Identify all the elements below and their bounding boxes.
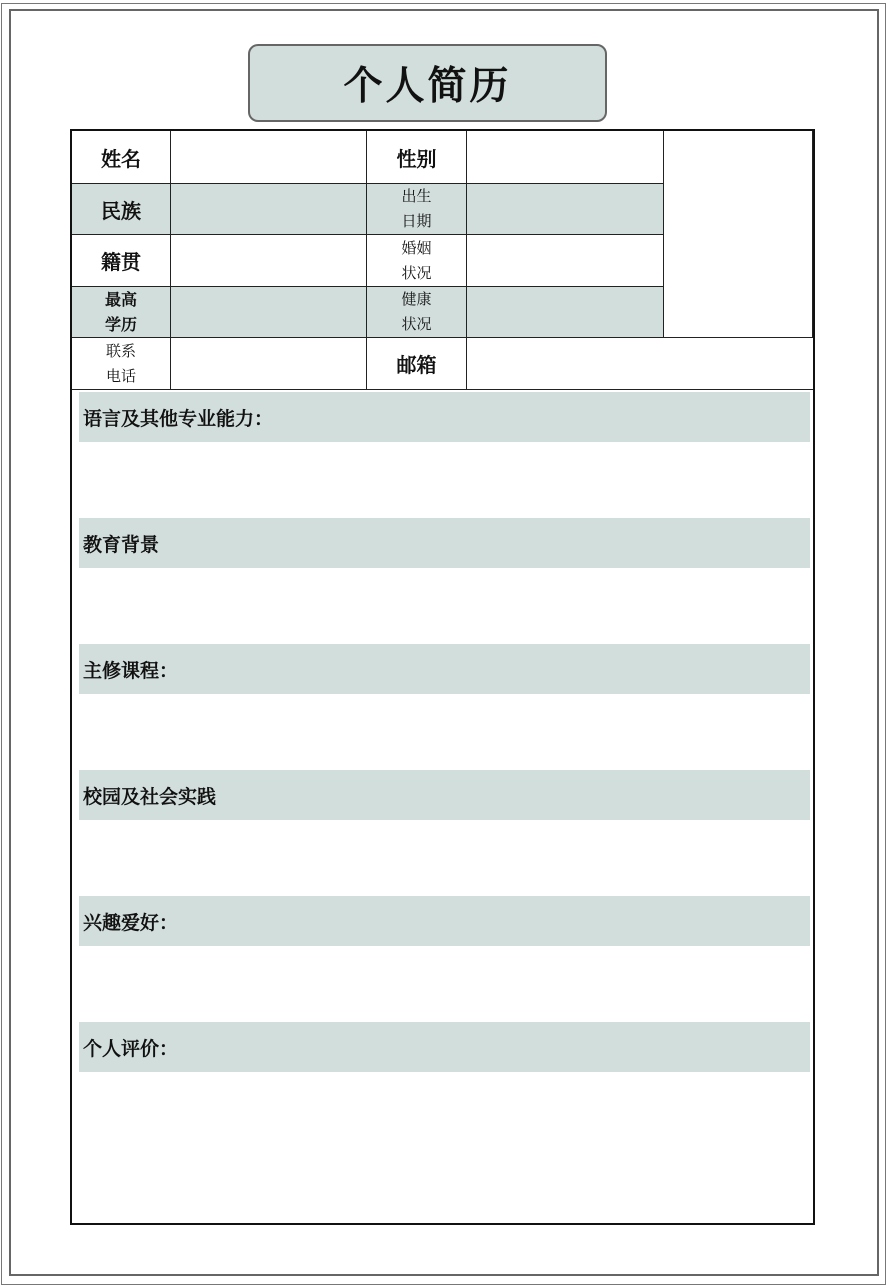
section-courses: 主修课程： bbox=[79, 644, 810, 694]
resume-title: 个人简历 bbox=[248, 44, 607, 122]
phone-label-line2: 电话 bbox=[105, 366, 136, 385]
ethnicity-field[interactable] bbox=[171, 184, 367, 235]
health-label-line2: 状况 bbox=[401, 315, 432, 333]
section-self-evaluation: 个人评价： bbox=[79, 1022, 810, 1072]
birth-date-label-line1: 出生 bbox=[401, 187, 432, 205]
email-label: 邮箱 bbox=[367, 338, 467, 390]
marital-status-label-line1: 婚姻 bbox=[401, 238, 432, 257]
gender-field[interactable] bbox=[467, 131, 664, 184]
marital-status-field[interactable] bbox=[467, 235, 664, 287]
phone-label-line1: 联系 bbox=[105, 341, 136, 360]
section-education-content[interactable] bbox=[79, 568, 810, 644]
birth-date-label bbox=[367, 184, 467, 235]
photo-area[interactable] bbox=[664, 131, 813, 338]
hometown-label: 籍贯 bbox=[72, 235, 171, 287]
marital-status-label bbox=[367, 235, 467, 287]
hometown-field[interactable] bbox=[171, 235, 367, 287]
section-language-skills: 语言及其他专业能力： bbox=[79, 392, 810, 442]
health-label bbox=[367, 287, 467, 338]
section-hobbies-content[interactable] bbox=[79, 946, 810, 1022]
name-label: 姓名 bbox=[72, 131, 171, 184]
resume-form bbox=[70, 129, 815, 1225]
section-practice: 校园及社会实践 bbox=[79, 770, 810, 820]
birth-date-field[interactable] bbox=[467, 184, 664, 235]
phone-label bbox=[72, 338, 171, 390]
section-courses-content[interactable] bbox=[79, 694, 810, 770]
marital-status-label-line2: 状况 bbox=[401, 263, 432, 282]
section-practice-content[interactable] bbox=[79, 820, 810, 896]
email-field[interactable] bbox=[467, 338, 813, 390]
health-label-line1: 健康 bbox=[401, 290, 432, 308]
health-field[interactable] bbox=[467, 287, 664, 338]
education-label-line1: 最高 bbox=[104, 290, 137, 309]
birth-date-label-line2: 日期 bbox=[401, 212, 432, 230]
section-language-skills-content[interactable] bbox=[79, 442, 810, 518]
section-education: 教育背景 bbox=[79, 518, 810, 568]
phone-field[interactable] bbox=[171, 338, 367, 390]
gender-label: 性别 bbox=[367, 131, 467, 184]
section-hobbies: 兴趣爱好： bbox=[79, 896, 810, 946]
education-label bbox=[72, 287, 171, 338]
education-label-line2: 学历 bbox=[104, 315, 137, 334]
section-self-evaluation-content[interactable] bbox=[79, 1072, 810, 1212]
name-field[interactable] bbox=[171, 131, 367, 184]
education-field[interactable] bbox=[171, 287, 367, 338]
ethnicity-label: 民族 bbox=[72, 184, 171, 235]
